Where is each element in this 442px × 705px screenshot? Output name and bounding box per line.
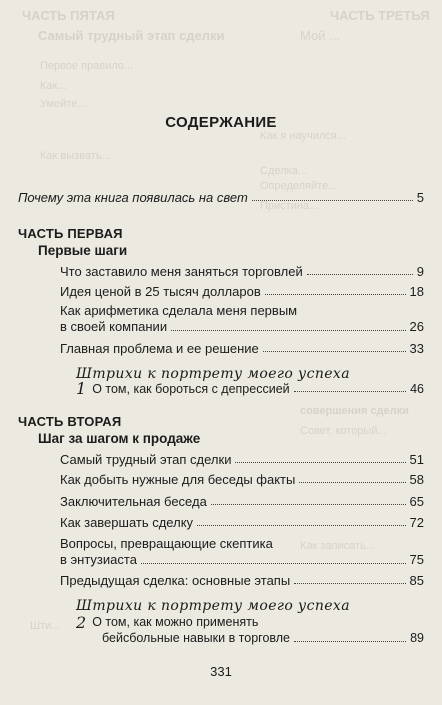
toc-entry[interactable]: [60, 303, 424, 335]
part-label: ЧАСТЬ ПЕРВАЯ: [18, 226, 123, 241]
toc-entry[interactable]: [60, 536, 424, 568]
page-number: 331: [210, 664, 232, 679]
page-title: СОДЕРЖАНИЕ: [165, 114, 277, 131]
sketch-number: 1: [76, 379, 87, 398]
toc-entry[interactable]: [18, 190, 424, 205]
leader-dots: [211, 504, 406, 505]
bleed-line: Мой ...: [300, 28, 340, 43]
bleed-line: Сделка...: [260, 165, 307, 177]
leader-dots: [252, 200, 413, 201]
entry-title: Главная проблема и ее решение: [60, 341, 259, 356]
toc-entry[interactable]: [60, 472, 424, 487]
entry-page: 89: [410, 631, 424, 645]
bleed-line: Определяйте...: [260, 180, 338, 192]
bleed-line: Как я научился...: [260, 130, 346, 142]
entry-title: Почему эта книга появилась на свет: [18, 190, 248, 205]
entry-page: 58: [409, 472, 424, 487]
bleed-line: Как...: [40, 80, 67, 92]
leader-dots: [307, 274, 413, 275]
toc-entry[interactable]: [60, 341, 424, 356]
entry-page: 85: [409, 573, 424, 588]
entry-title: Заключительная беседа: [60, 494, 207, 509]
bleed-line: Первое правило...: [40, 60, 134, 72]
sketch-heading: Штрихи к портрету моего успеха: [76, 366, 350, 382]
toc-entry[interactable]: [60, 573, 424, 588]
toc-entry[interactable]: [60, 494, 424, 509]
leader-dots: [197, 525, 406, 526]
entry-title: Как добыть нужные для беседы факты: [60, 472, 296, 487]
bleed-line: Самый трудный этап сделки: [38, 28, 225, 43]
entry-title-line2: в энтузиаста: [60, 552, 137, 567]
entry-page: 65: [409, 494, 424, 509]
bleed-line: Умейте...: [40, 98, 87, 110]
toc-entry[interactable]: [60, 452, 424, 467]
entry-page: 51: [409, 452, 424, 467]
entry-title: Предыдущая сделка: основные этапы: [60, 573, 291, 588]
entry-title: Самый трудный этап сделки: [60, 452, 232, 467]
sketch-number: 2: [76, 613, 87, 632]
leader-dots: [263, 351, 406, 352]
entry-title: О том, как бороться с депрессией: [92, 382, 290, 396]
entry-title: Как завершать сделку: [60, 515, 194, 530]
bleed-line: совершения сделки: [300, 405, 409, 417]
toc-entry[interactable]: [76, 614, 424, 646]
entry-title-line1: О том, как можно применять: [92, 615, 259, 629]
toc-entry[interactable]: [60, 284, 424, 299]
bleed-line: Как записать...: [300, 540, 375, 552]
entry-page: 18: [409, 284, 424, 299]
part-label: ЧАСТЬ ВТОРАЯ: [18, 414, 122, 429]
entry-title-line2: бейсбольные навыки в торговле: [102, 631, 291, 645]
entry-page: 5: [416, 190, 424, 205]
part-title: Первые шаги: [38, 243, 128, 258]
leader-dots: [265, 294, 406, 295]
leader-dots: [235, 462, 405, 463]
entry-title-line2: в своей компании: [60, 319, 168, 334]
bleed-line: Совет, который...: [300, 425, 387, 437]
toc-entry[interactable]: [60, 264, 424, 279]
leader-dots: [141, 563, 406, 564]
entry-page: 26: [409, 319, 424, 334]
entry-page: 33: [409, 341, 424, 356]
bleed-line: Шти...: [30, 620, 61, 632]
bleed-line: Пристина...: [260, 200, 319, 212]
leader-dots: [299, 482, 405, 483]
entry-page: 46: [410, 382, 424, 396]
entry-title-line1: Вопросы, превращающие скептика: [60, 536, 273, 551]
entry-page: 72: [409, 515, 424, 530]
toc-entry[interactable]: [76, 379, 424, 398]
leader-dots: [294, 583, 405, 584]
leader-dots: [294, 641, 406, 642]
part-title: Шаг за шагом к продаже: [38, 431, 201, 446]
leader-dots: [171, 330, 405, 331]
entry-page: 75: [409, 552, 424, 567]
entry-title: Идея ценой в 25 тысяч долларов: [60, 284, 261, 299]
entry-title: Что заставило меня заняться торговлей: [60, 264, 303, 279]
entry-page: 9: [416, 264, 424, 279]
bleed-line: ЧАСТЬ ПЯТАЯ: [22, 8, 115, 23]
entry-title-line1: Как арифметика сделала меня первым: [60, 303, 298, 318]
bleed-line: ЧАСТЬ ТРЕТЬЯ: [330, 8, 430, 23]
toc-entry[interactable]: [60, 515, 424, 530]
bleed-line: Как вызвать...: [40, 150, 111, 162]
leader-dots: [294, 391, 406, 392]
sketch-heading: Штрихи к портрету моего успеха: [76, 598, 350, 614]
